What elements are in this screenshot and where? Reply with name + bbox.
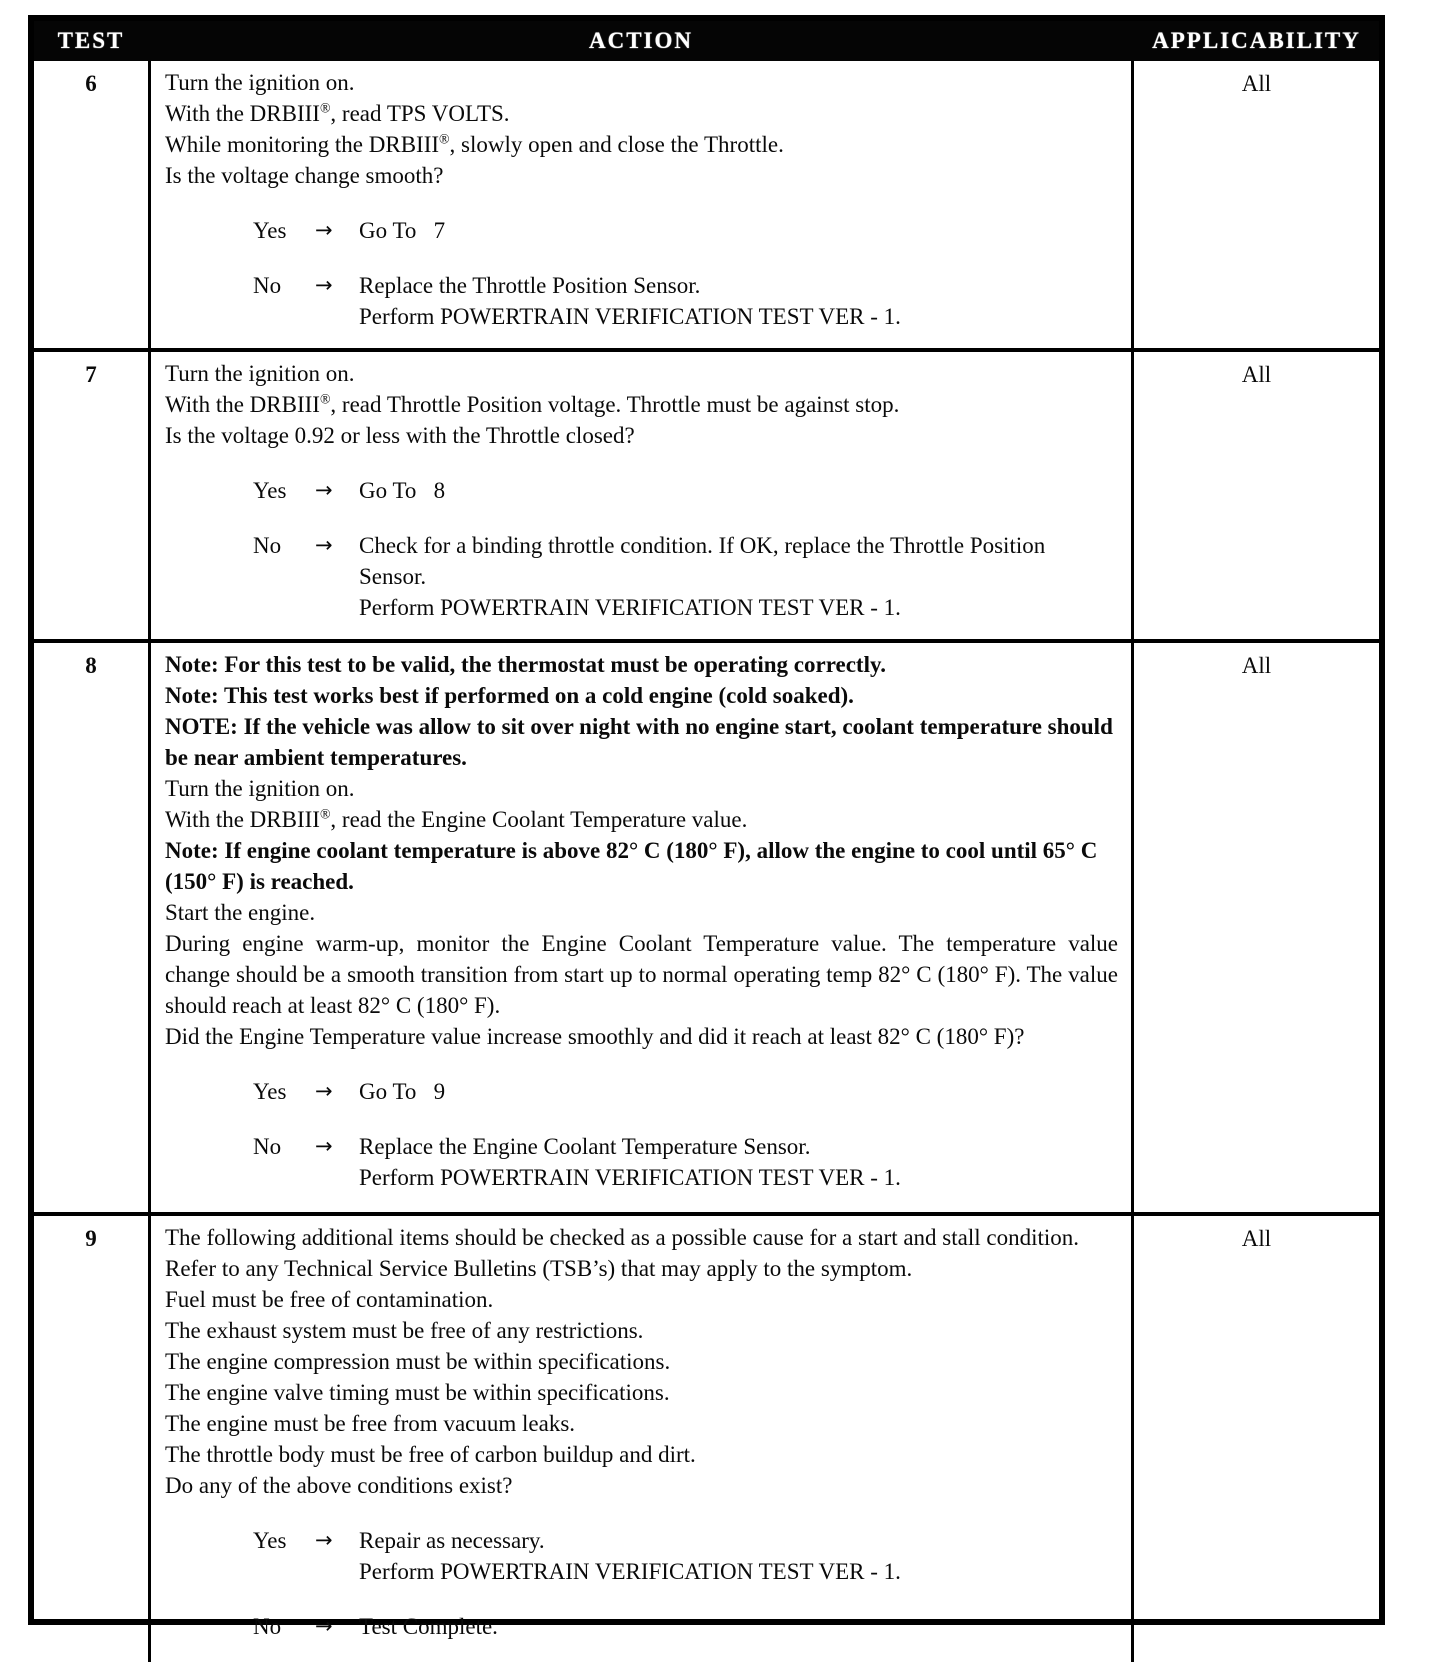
branch-results bbox=[359, 1611, 1118, 1642]
right-arrow-icon: → bbox=[315, 1614, 333, 1638]
branch-result-line: Test Complete. bbox=[359, 1614, 498, 1639]
branch-answer: No bbox=[253, 533, 282, 558]
test-number-cell bbox=[34, 643, 148, 1212]
test-number-cell bbox=[34, 352, 148, 639]
right-arrow-icon: → bbox=[315, 478, 333, 502]
test-number: 7 bbox=[85, 362, 97, 387]
table-row bbox=[34, 1212, 1379, 1662]
right-arrow-icon: → bbox=[315, 533, 333, 557]
branch-result-line: Go To 8 bbox=[359, 478, 446, 503]
decision-branch bbox=[253, 1131, 1118, 1193]
action-line: With the DRBIII®, read the Engine Coolant Temperature value. bbox=[165, 806, 748, 832]
branch-answer: No bbox=[253, 1614, 282, 1639]
branch-answer: Yes bbox=[253, 478, 287, 503]
applicability-value: All bbox=[1241, 362, 1272, 387]
column-header-applicability: APPLICABILITY bbox=[1152, 28, 1361, 53]
decision-branch bbox=[253, 475, 1118, 506]
branch-answer: Yes bbox=[253, 1079, 287, 1104]
decision-branch bbox=[253, 530, 1118, 623]
right-arrow-icon: → bbox=[315, 1134, 333, 1158]
action-line: Is the voltage 0.92 or less with the Throttle closed? bbox=[165, 423, 635, 448]
column-header-action: ACTION bbox=[588, 28, 693, 53]
branch-results bbox=[359, 215, 1118, 246]
action-line: Is the voltage change smooth? bbox=[165, 163, 444, 188]
decision-branch bbox=[253, 1525, 1118, 1587]
action-line: Did the Engine Temperature value increase smoothly and did it reach at least 82° C (180° F)? bbox=[165, 1024, 1025, 1049]
table-row bbox=[34, 348, 1379, 639]
decision-branch bbox=[253, 1076, 1118, 1107]
branch-answer: No bbox=[253, 1134, 282, 1159]
branch-answer: Yes bbox=[253, 218, 287, 243]
action-cell bbox=[148, 352, 1134, 639]
branch-answer: No bbox=[253, 273, 282, 298]
test-number-cell bbox=[34, 1216, 148, 1662]
applicability-cell bbox=[1134, 61, 1379, 348]
branch-result-line: Perform POWERTRAIN VERIFICATION TEST VER - 1. bbox=[359, 304, 901, 329]
action-line: While monitoring the DRBIII®, slowly open and close the Throttle. bbox=[165, 131, 784, 157]
action-line: The throttle body must be free of carbon buildup and dirt. bbox=[165, 1442, 696, 1467]
applicability-value: All bbox=[1241, 653, 1272, 678]
action-line: During engine warm-up, monitor the Engine Coolant Temperature value. The temperature value change should be a smooth transition from start up to normal operating temp 82° C (180° F). The value should reach at least 82° C (180° F). bbox=[165, 931, 1118, 1018]
action-line: The engine must be free from vacuum leaks. bbox=[165, 1411, 576, 1436]
action-line: The engine compression must be within specifications. bbox=[165, 1349, 671, 1374]
action-line: Note: This test works best if performed on a cold engine (cold soaked). bbox=[165, 683, 854, 708]
test-number: 8 bbox=[85, 653, 97, 678]
action-line: With the DRBIII®, read Throttle Position voltage. Throttle must be against stop. bbox=[165, 391, 900, 417]
test-number: 9 bbox=[85, 1226, 97, 1251]
action-line: Fuel must be free of contamination. bbox=[165, 1287, 494, 1312]
branch-result-line: Go To 9 bbox=[359, 1079, 446, 1104]
branch-results bbox=[359, 270, 1118, 332]
action-cell bbox=[148, 1216, 1134, 1662]
action-line: Note: For this test to be valid, the thermostat must be operating correctly. bbox=[165, 652, 886, 677]
branch-results bbox=[359, 475, 1118, 506]
branch-result-line: Replace the Throttle Position Sensor. bbox=[359, 273, 701, 298]
action-cell bbox=[148, 643, 1134, 1212]
table-row bbox=[34, 639, 1379, 1212]
action-line: Note: If engine coolant temperature is above 82° C (180° F), allow the engine to cool until 65° C (150° F) is reached. bbox=[165, 838, 1098, 894]
action-line: Start the engine. bbox=[165, 900, 316, 925]
branch-result-line: Repair as necessary. bbox=[359, 1528, 545, 1553]
decision-branch bbox=[253, 270, 1118, 332]
branch-results bbox=[359, 530, 1118, 623]
right-arrow-icon: → bbox=[315, 1528, 333, 1552]
diagnostic-test-table bbox=[28, 15, 1385, 1639]
branch-result-line: Replace the Engine Coolant Temperature Sensor. bbox=[359, 1134, 811, 1159]
applicability-cell bbox=[1134, 643, 1379, 1212]
action-line: Turn the ignition on. bbox=[165, 361, 355, 386]
action-line: Do any of the above conditions exist? bbox=[165, 1473, 513, 1498]
table-row bbox=[34, 61, 1379, 348]
action-line: The following additional items should be checked as a possible cause for a start and stall condition. bbox=[165, 1225, 1080, 1250]
action-line: Turn the ignition on. bbox=[165, 776, 355, 801]
branch-results bbox=[359, 1076, 1118, 1107]
branch-results bbox=[359, 1131, 1118, 1193]
branch-result-line: Go To 7 bbox=[359, 218, 446, 243]
applicability-cell bbox=[1134, 1216, 1379, 1662]
decision-branch bbox=[253, 1611, 1118, 1642]
branch-results bbox=[359, 1525, 1118, 1587]
action-line: Refer to any Technical Service Bulletins (TSB’s) that may apply to the symptom. bbox=[165, 1256, 913, 1281]
test-number-cell bbox=[34, 61, 148, 348]
test-number: 6 bbox=[85, 71, 97, 96]
branch-result-line: Perform POWERTRAIN VERIFICATION TEST VER - 1. bbox=[359, 1559, 901, 1584]
action-line: Turn the ignition on. bbox=[165, 70, 355, 95]
branch-result-line: Perform POWERTRAIN VERIFICATION TEST VER - 1. bbox=[359, 1165, 901, 1190]
action-cell bbox=[148, 61, 1134, 348]
branch-answer: Yes bbox=[253, 1528, 287, 1553]
applicability-cell bbox=[1134, 352, 1379, 639]
applicability-value: All bbox=[1241, 71, 1272, 96]
branch-result-line: Perform POWERTRAIN VERIFICATION TEST VER - 1. bbox=[359, 595, 901, 620]
right-arrow-icon: → bbox=[315, 1079, 333, 1103]
action-line: With the DRBIII®, read TPS VOLTS. bbox=[165, 100, 510, 126]
right-arrow-icon: → bbox=[315, 218, 333, 242]
table-body bbox=[34, 61, 1379, 1662]
column-header-test: TEST bbox=[57, 28, 125, 53]
right-arrow-icon: → bbox=[315, 273, 333, 297]
table-header-row bbox=[34, 21, 1379, 61]
applicability-value: All bbox=[1241, 1226, 1272, 1251]
action-line: The engine valve timing must be within specifications. bbox=[165, 1380, 670, 1405]
action-line: The exhaust system must be free of any restrictions. bbox=[165, 1318, 644, 1343]
branch-result-line: Check for a binding throttle condition. If OK, replace the Throttle Position Sensor. bbox=[359, 533, 1051, 589]
action-line: NOTE: If the vehicle was allow to sit over night with no engine start, coolant temperature should be near ambient temperatures. bbox=[165, 714, 1113, 770]
decision-branch bbox=[253, 215, 1118, 246]
